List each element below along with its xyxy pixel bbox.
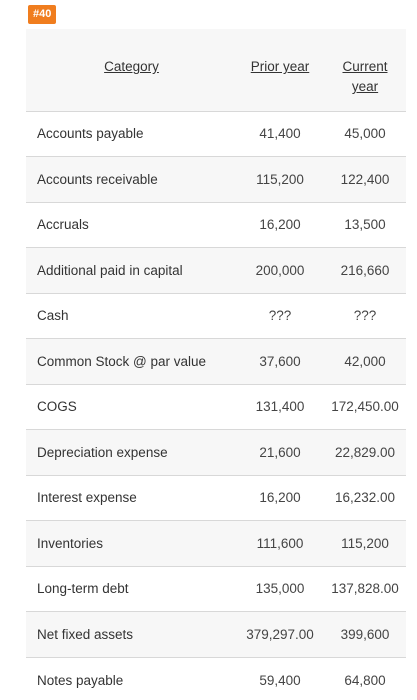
row-category: Accounts payable: [26, 111, 236, 157]
table-row: [26, 111, 406, 157]
row-prior-year-value: 59,400: [236, 657, 324, 700]
row-current-year-value: 399,600: [324, 612, 406, 658]
row-category: Additional paid in capital: [26, 248, 236, 294]
header-current-year-label-line2: year: [351, 79, 379, 94]
header-current-year-label-line1: Current: [342, 59, 388, 74]
row-current-year-value: 16,232.00: [324, 475, 406, 521]
row-current-year-value: 137,828.00: [324, 566, 406, 612]
row-prior-year-value: 200,000: [236, 248, 324, 294]
row-category: Inventories: [26, 521, 236, 567]
row-current-year-value: 172,450.00: [324, 384, 406, 430]
table-row: [26, 157, 406, 203]
row-category: Long-term debt: [26, 566, 236, 612]
question-number-badge: #40: [28, 5, 56, 24]
row-prior-year-value: ???: [236, 293, 324, 339]
financial-data-table: [26, 29, 406, 700]
financial-data-table-container: [26, 29, 406, 700]
row-current-year-value: 45,000: [324, 111, 406, 157]
row-category: Net fixed assets: [26, 612, 236, 658]
row-category: COGS: [26, 384, 236, 430]
row-category: Interest expense: [26, 475, 236, 521]
row-prior-year-value: 41,400: [236, 111, 324, 157]
header-current-year[interactable]: [324, 29, 406, 111]
row-category: Accounts receivable: [26, 157, 236, 203]
row-prior-year-value: 16,200: [236, 202, 324, 248]
row-current-year-value: 115,200: [324, 521, 406, 567]
row-prior-year-value: 16,200: [236, 475, 324, 521]
row-prior-year-value: 135,000: [236, 566, 324, 612]
table-row: [26, 248, 406, 294]
table-row: [26, 293, 406, 339]
row-current-year-value: 42,000: [324, 339, 406, 385]
row-current-year-value: 13,500: [324, 202, 406, 248]
header-prior-year[interactable]: [236, 29, 324, 111]
table-row: [26, 339, 406, 385]
header-category[interactable]: [26, 29, 236, 111]
table-row: [26, 430, 406, 476]
row-category: Notes payable: [26, 657, 236, 700]
table-header-row: [26, 29, 406, 111]
row-prior-year-value: 115,200: [236, 157, 324, 203]
table-row: [26, 202, 406, 248]
table-body: [26, 111, 406, 700]
row-category: Common Stock @ par value: [26, 339, 236, 385]
row-prior-year-value: 111,600: [236, 521, 324, 567]
table-row: [26, 566, 406, 612]
row-prior-year-value: 21,600: [236, 430, 324, 476]
row-prior-year-value: 379,297.00: [236, 612, 324, 658]
row-prior-year-value: 37,600: [236, 339, 324, 385]
table-row: [26, 384, 406, 430]
row-category: Accruals: [26, 202, 236, 248]
row-prior-year-value: 131,400: [236, 384, 324, 430]
table-row: [26, 612, 406, 658]
row-current-year-value: 64,800: [324, 657, 406, 700]
row-category: Depreciation expense: [26, 430, 236, 476]
table-row: [26, 521, 406, 567]
table-row: [26, 657, 406, 700]
table-row: [26, 475, 406, 521]
header-category-label: Category: [104, 59, 159, 74]
row-current-year-value: 216,660: [324, 248, 406, 294]
row-current-year-value: ???: [324, 293, 406, 339]
row-category: Cash: [26, 293, 236, 339]
header-prior-year-label: Prior year: [250, 59, 310, 74]
row-current-year-value: 122,400: [324, 157, 406, 203]
row-current-year-value: 22,829.00: [324, 430, 406, 476]
